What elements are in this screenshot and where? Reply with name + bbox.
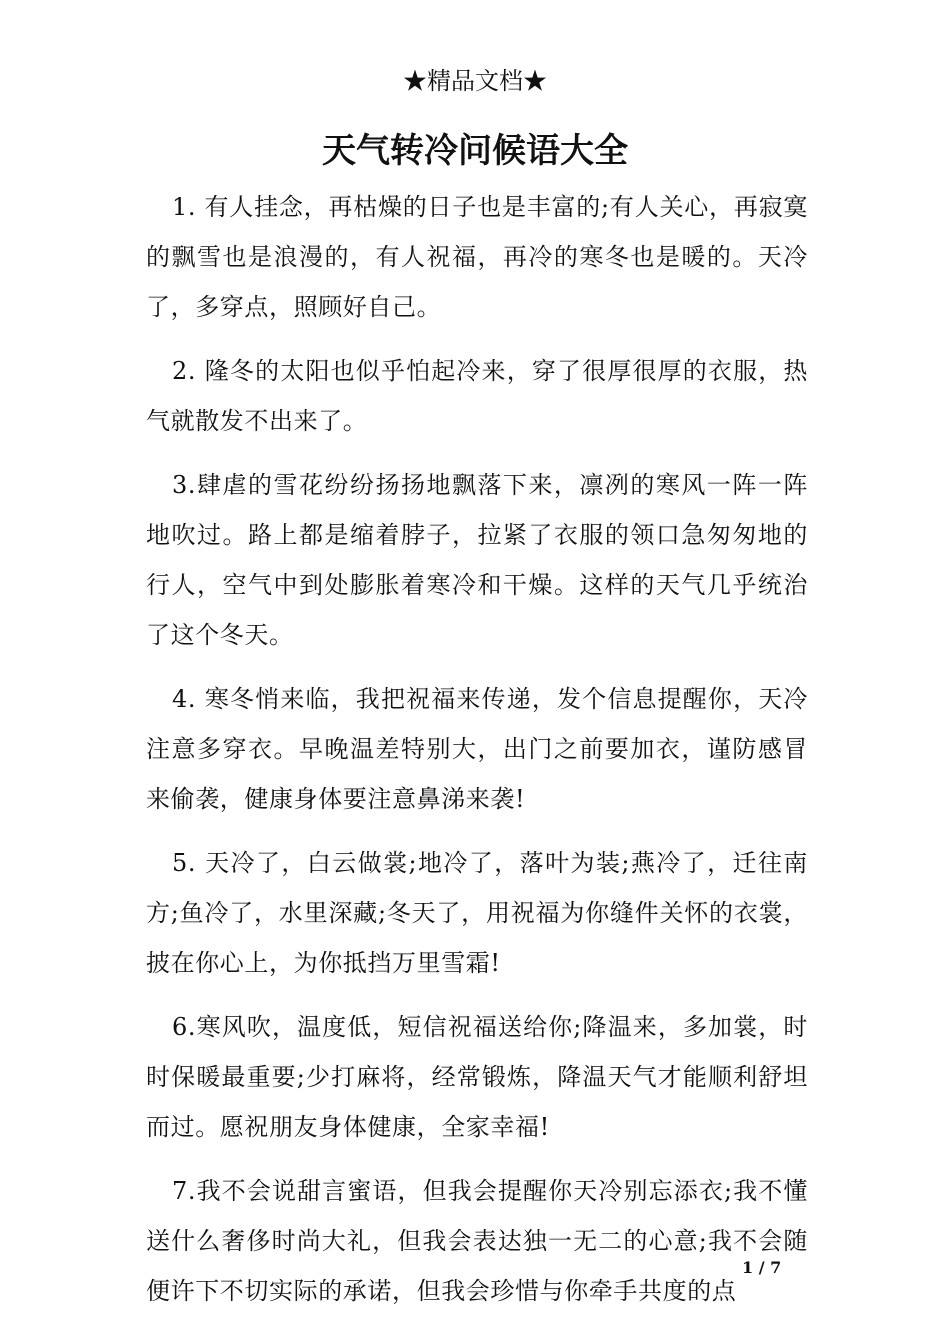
paragraph-6: 6.寒风吹，温度低，短信祝福送给你;降温来，多加裳，时时保暖最重要;少打麻将，经常锻炼，降温天气才能顺利舒坦而过。愿祝朋友身体健康，全家幸福! (146, 1013, 808, 1141)
document-header: ★精品文档★ (403, 67, 547, 95)
paragraph-3: 3.肆虐的雪花纷纷扬扬地飘落下来，凛冽的寒风一阵一阵地吹过。路上都是缩着脖子，拉紧了衣服的领口急匆匆地的行人，空气中到处膨胀着寒冷和干燥。这样的天气几乎统治了这个冬天。 (146, 471, 808, 649)
paragraph-5: 5. 天冷了，白云做裳;地冷了，落叶为装;燕冷了，迁往南方;鱼冷了，水里深藏;冬天了，用祝福为你缝件关怀的衣裳，披在你心上，为你抵挡万里雪霜! (146, 849, 808, 977)
paragraph-7: 7.我不会说甜言蜜语，但我会提醒你天冷别忘添衣;我不懂送什么奢侈时尚大礼，但我会表达独一无二的心意;我不会随便许下不切实际的承诺，但我会珍惜与你牵手共度的点 (146, 1177, 808, 1305)
page-number: 1 / 7 (742, 1258, 782, 1277)
document-title: 天气转冷问候语大全 (322, 131, 628, 171)
paragraph-4: 4. 寒冬悄来临，我把祝福来传递，发个信息提醒你，天冷注意多穿衣。早晚温差特别大，出门之前要加衣，谨防感冒来偷袭，健康身体要注意鼻涕来袭! (146, 685, 808, 813)
paragraph-1: 1. 有人挂念，再枯燥的日子也是丰富的;有人关心，再寂寞的飘雪也是浪漫的，有人祝福，再冷的寒冬也是暖的。天冷了，多穿点，照顾好自己。 (146, 193, 808, 321)
document-body (146, 182, 808, 1330)
paragraph-2: 2. 隆冬的太阳也似乎怕起冷来，穿了很厚很厚的衣服，热气就散发不出来了。 (146, 357, 808, 435)
